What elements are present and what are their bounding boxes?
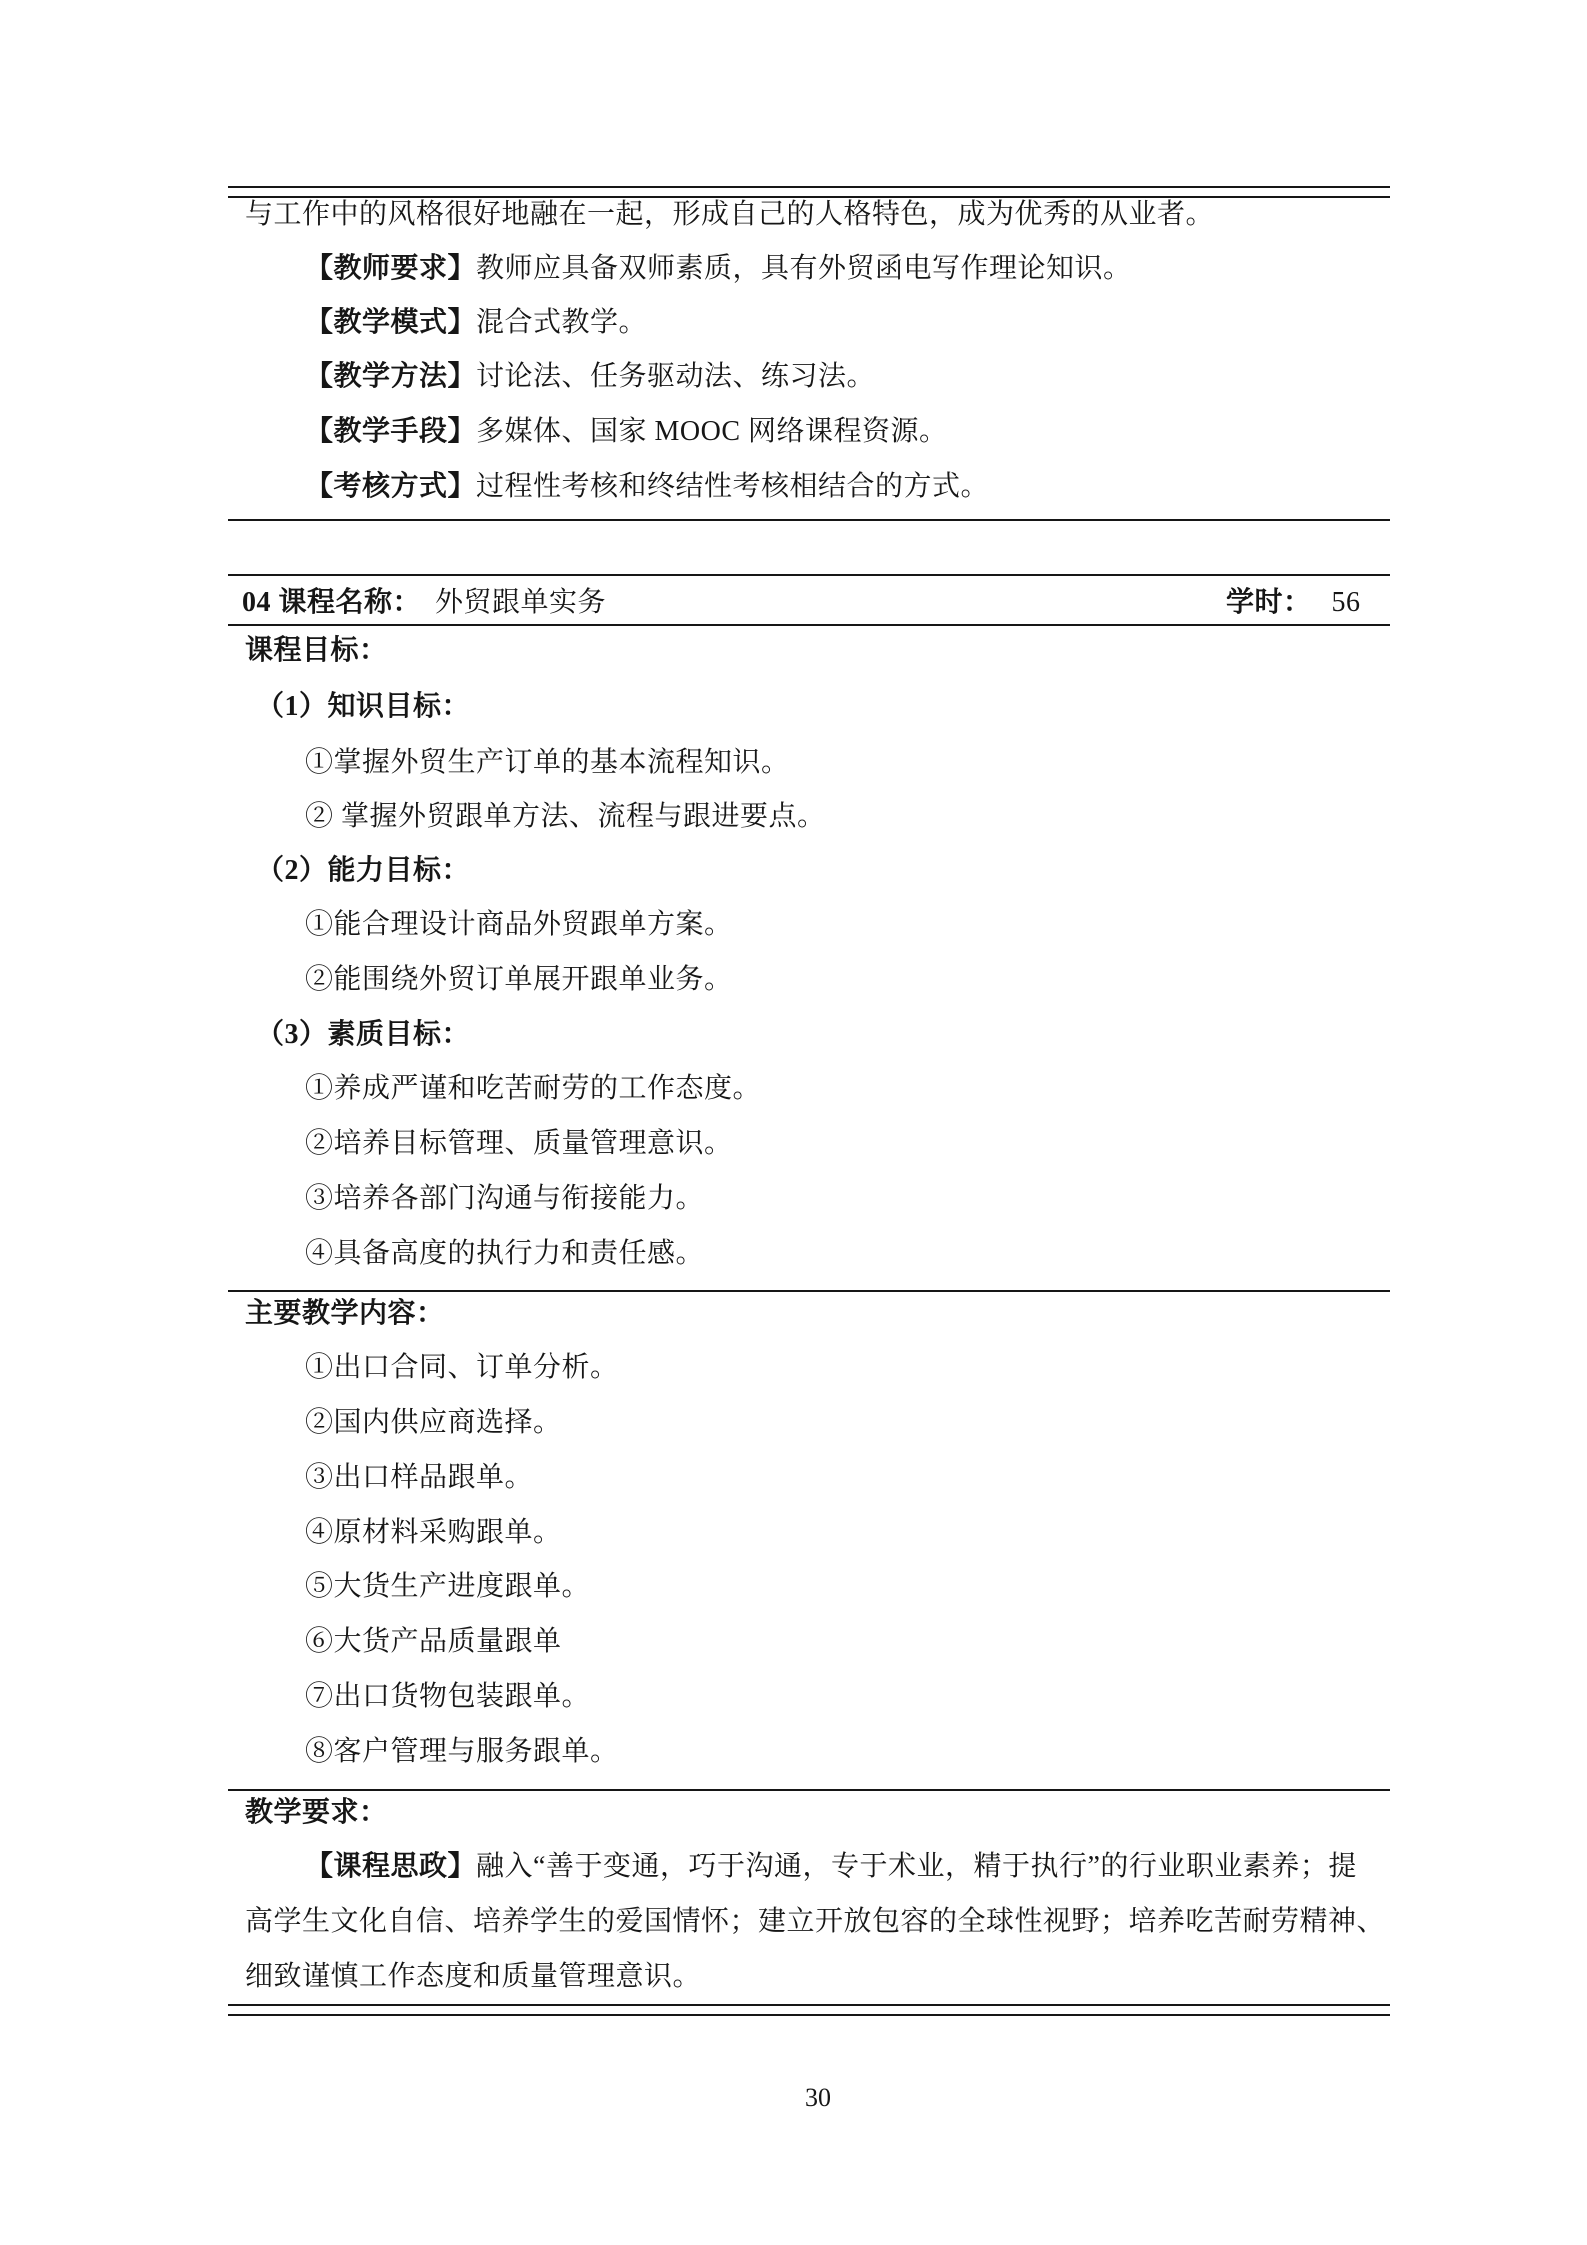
bracket-label: 【教师要求】 [305,253,477,284]
teacher-requirement-line [305,250,1132,288]
assessment-method-line [305,468,989,506]
page-number: 30 [805,2083,831,2112]
list-item: ⑧客户管理与服务跟单。 [305,1736,619,1767]
teaching-content-title: 主要教学内容： [245,1298,445,1329]
bracket-text: 混合式教学。 [476,307,648,338]
course-title-row [242,584,606,622]
bracket-text: 过程性考核和终结性考核相结合的方式。 [476,471,990,502]
list-item: ⑦出口货物包装跟单。 [305,1681,591,1712]
course-table-top-border [228,574,1390,576]
paragraph-line: 与工作中的风格很好地融在一起，形成自己的人格特色，成为优秀的从业者。 [245,199,1215,230]
bracket-label: 【教学方法】 [305,361,477,392]
hours-label: 学时： [1226,587,1312,618]
list-item: ①掌握外贸生产订单的基本流程知识。 [305,747,790,778]
bracket-text: 融入“善于变通，巧于沟通，专于术业，精于执行”的行业职业素养；提 [476,1851,1357,1882]
bracket-text: 讨论法、任务驱动法、练习法。 [476,361,876,392]
list-item: ⑤大货生产进度跟单。 [305,1571,591,1602]
teaching-mode-line [305,304,647,342]
bracket-text: 多媒体、国家 MOOC 网络课程资源。 [476,416,948,447]
teaching-method-line [305,358,875,396]
bracket-label: 【课程思政】 [305,1851,477,1882]
course-name: 外贸跟单实务 [435,587,607,618]
list-item: ⑥大货产品质量跟单 [305,1626,562,1657]
list-item: ③培养各部门沟通与衔接能力。 [305,1183,705,1214]
list-item: ②培养目标管理、质量管理意识。 [305,1128,733,1159]
course-hours [1226,584,1361,622]
list-item: ④具备高度的执行力和责任感。 [305,1238,705,1269]
list-item: ② 掌握外贸跟单方法、流程与跟进要点。 [305,801,826,832]
table-bottom-double-border [228,2004,1390,2016]
row-divider [228,1290,1390,1292]
ideology-line-2: 高学生文化自信、培养学生的爱国情怀；建立开放包容的全球性视野；培养吃苦耐劳精神、 [245,1906,1386,1937]
list-item: ②国内供应商选择。 [305,1407,562,1438]
bracket-label: 【教学手段】 [305,416,477,447]
list-item: ④原材料采购跟单。 [305,1517,562,1548]
list-item: ①能合理设计商品外贸跟单方案。 [305,909,733,940]
course-goals-title: 课程目标： [245,635,388,666]
section-divider [228,519,1390,521]
list-item: ③出口样品跟单。 [305,1462,534,1493]
knowledge-goals-heading: （1）知识目标： [256,691,471,722]
ideology-line-1 [305,1848,1357,1886]
ability-goals-heading: （2）能力目标： [256,855,471,886]
bracket-label: 【教学模式】 [305,307,477,338]
ideology-line-3: 细致谨慎工作态度和质量管理意识。 [245,1961,702,1992]
quality-goals-heading: （3）素质目标： [256,1019,471,1050]
list-item: ②能围绕外贸订单展开跟单业务。 [305,964,733,995]
row-divider [228,1789,1390,1791]
list-item: ①养成严谨和吃苦耐劳的工作态度。 [305,1073,762,1104]
teaching-requirements-title: 教学要求： [245,1797,388,1828]
bracket-text: 教师应具备双师素质，具有外贸函电写作理论知识。 [476,253,1132,284]
course-code-label: 04 课程名称： [242,587,422,618]
list-item: ①出口合同、订单分析。 [305,1352,619,1383]
bracket-label: 【考核方式】 [305,471,477,502]
row-divider [228,624,1390,626]
hours-value: 56 [1331,587,1361,618]
teaching-means-line [305,413,948,451]
